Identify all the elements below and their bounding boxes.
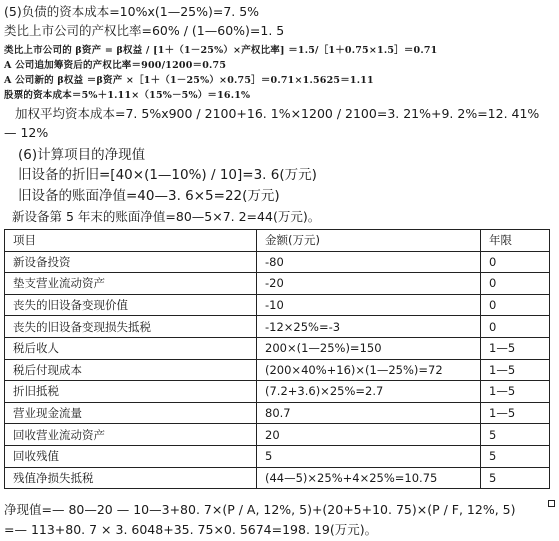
table-row (5, 251, 550, 273)
table-cell-years: 1—5 (481, 359, 550, 381)
table-cell-years: 5 (481, 445, 550, 467)
table-cell-years: 0 (481, 251, 550, 273)
line-old-depreciation: 旧设备的折旧=[40×(1—10%) / 10]=3. 6(万元) (18, 167, 317, 183)
table-row (5, 381, 550, 403)
table-cell-item: 回收营业流动资产 (5, 424, 257, 446)
table-cell-years: 5 (481, 467, 550, 489)
table-cell-item: 新设备投资 (5, 251, 257, 273)
table-cell-years: 1—5 (481, 381, 550, 403)
table-cell-years: 0 (481, 316, 550, 338)
line-debt-cost: (5)负债的资本成本=10%x(1—25%)=7. 5% (4, 4, 260, 19)
table-cell-item: 税后收人 (5, 337, 257, 359)
table-cell-item: 丧失的旧设备变现价值 (5, 294, 257, 316)
table-cell-amount: 200×(1—25%)=150 (257, 337, 481, 359)
table-cell-amount: -10 (257, 294, 481, 316)
table-cell-item: 营业现金流量 (5, 402, 257, 424)
table-cell-years: 5 (481, 424, 550, 446)
header-amount: 金额(万元) (257, 230, 481, 252)
table-cell-amount: 80.7 (257, 402, 481, 424)
table-cell-item: 残值净损失抵税 (5, 467, 257, 489)
line-section-6-heading: (6)计算项目的净现值 (18, 147, 146, 163)
table-cell-item: 垫支营业流动资产 (5, 273, 257, 295)
table-row (5, 445, 550, 467)
line-new-book-value: 新设备第 5 年末的账面净值=80—5×7. 2=44(万元)。 (12, 209, 321, 224)
table-cell-item: 折旧抵税 (5, 381, 257, 403)
table-cell-amount: -12×25%=-3 (257, 316, 481, 338)
line-wacc-result: — 12% (4, 125, 49, 140)
line-equity-cost: 股票的资本成本＝5%＋1.11×（15%－5%）＝16.1% (4, 90, 251, 101)
table-cell-amount: (44—5)×25%+4×25%=10.75 (257, 467, 481, 489)
table-cell-years: 0 (481, 294, 550, 316)
table-cell-amount: -20 (257, 273, 481, 295)
cash-flow-table (4, 229, 550, 489)
table-row (5, 424, 550, 446)
table-row (5, 316, 550, 338)
line-comparable-equity-ratio: 类比上市公司的产权比率=60% / (1—60%)=1. 5 (4, 23, 285, 38)
table-row (5, 359, 550, 381)
table-header-row (5, 230, 550, 252)
line-a-equity-ratio: A 公司追加筹资后的产权比率＝900/1200＝0.75 (4, 60, 227, 71)
table-cell-years: 1—5 (481, 402, 550, 424)
table-cell-item: 丧失的旧设备变现损失抵税 (5, 316, 257, 338)
table-cell-item: 回收残值 (5, 445, 257, 467)
table-cell-amount: 5 (257, 445, 481, 467)
table-cell-item: 税后付现成本 (5, 359, 257, 381)
table-row (5, 467, 550, 489)
table-cell-amount: (7.2+3.6)×25%=2.7 (257, 381, 481, 403)
line-a-equity-beta: A 公司新的 β权益 ＝β资产 ×［1＋（1－25%）×0.75］＝0.71×1.5625＝1.11 (4, 75, 374, 86)
table-row (5, 294, 550, 316)
line-npv-result: =— 113+80. 7 × 3. 6048+35. 75×0. 5674=198. 19(万元)。 (4, 522, 378, 537)
table-cell-amount: (200×40%+16)×(1—25%)=72 (257, 359, 481, 381)
table-row (5, 273, 550, 295)
table-cell-years: 1—5 (481, 337, 550, 359)
header-item: 项目 (5, 230, 257, 252)
line-wacc: 加权平均资本成本=7. 5%x900 / 2100+16. 1%×1200 / 2100=3. 21%+9. 2%=12. 41% (15, 106, 540, 121)
header-years: 年限 (481, 230, 550, 252)
line-asset-beta: 类比上市公司的 β资产 = β权益 / [1＋（1－25%）×产权比率] ＝1.5/［1＋0.75×1.5］＝0.71 (4, 45, 438, 56)
table-row (5, 402, 550, 424)
table-corner-mark (548, 500, 555, 507)
line-old-book-value: 旧设备的账面净值=40—3. 6×5=22(万元) (18, 188, 280, 204)
table-cell-years: 0 (481, 273, 550, 295)
table-cell-amount: -80 (257, 251, 481, 273)
line-npv-formula: 净现值=— 80—20 — 10—3+80. 7×(P / A, 12%, 5)+(20+5+10. 75)×(P / F, 12%, 5) (4, 502, 516, 517)
table-row (5, 337, 550, 359)
table-cell-amount: 20 (257, 424, 481, 446)
